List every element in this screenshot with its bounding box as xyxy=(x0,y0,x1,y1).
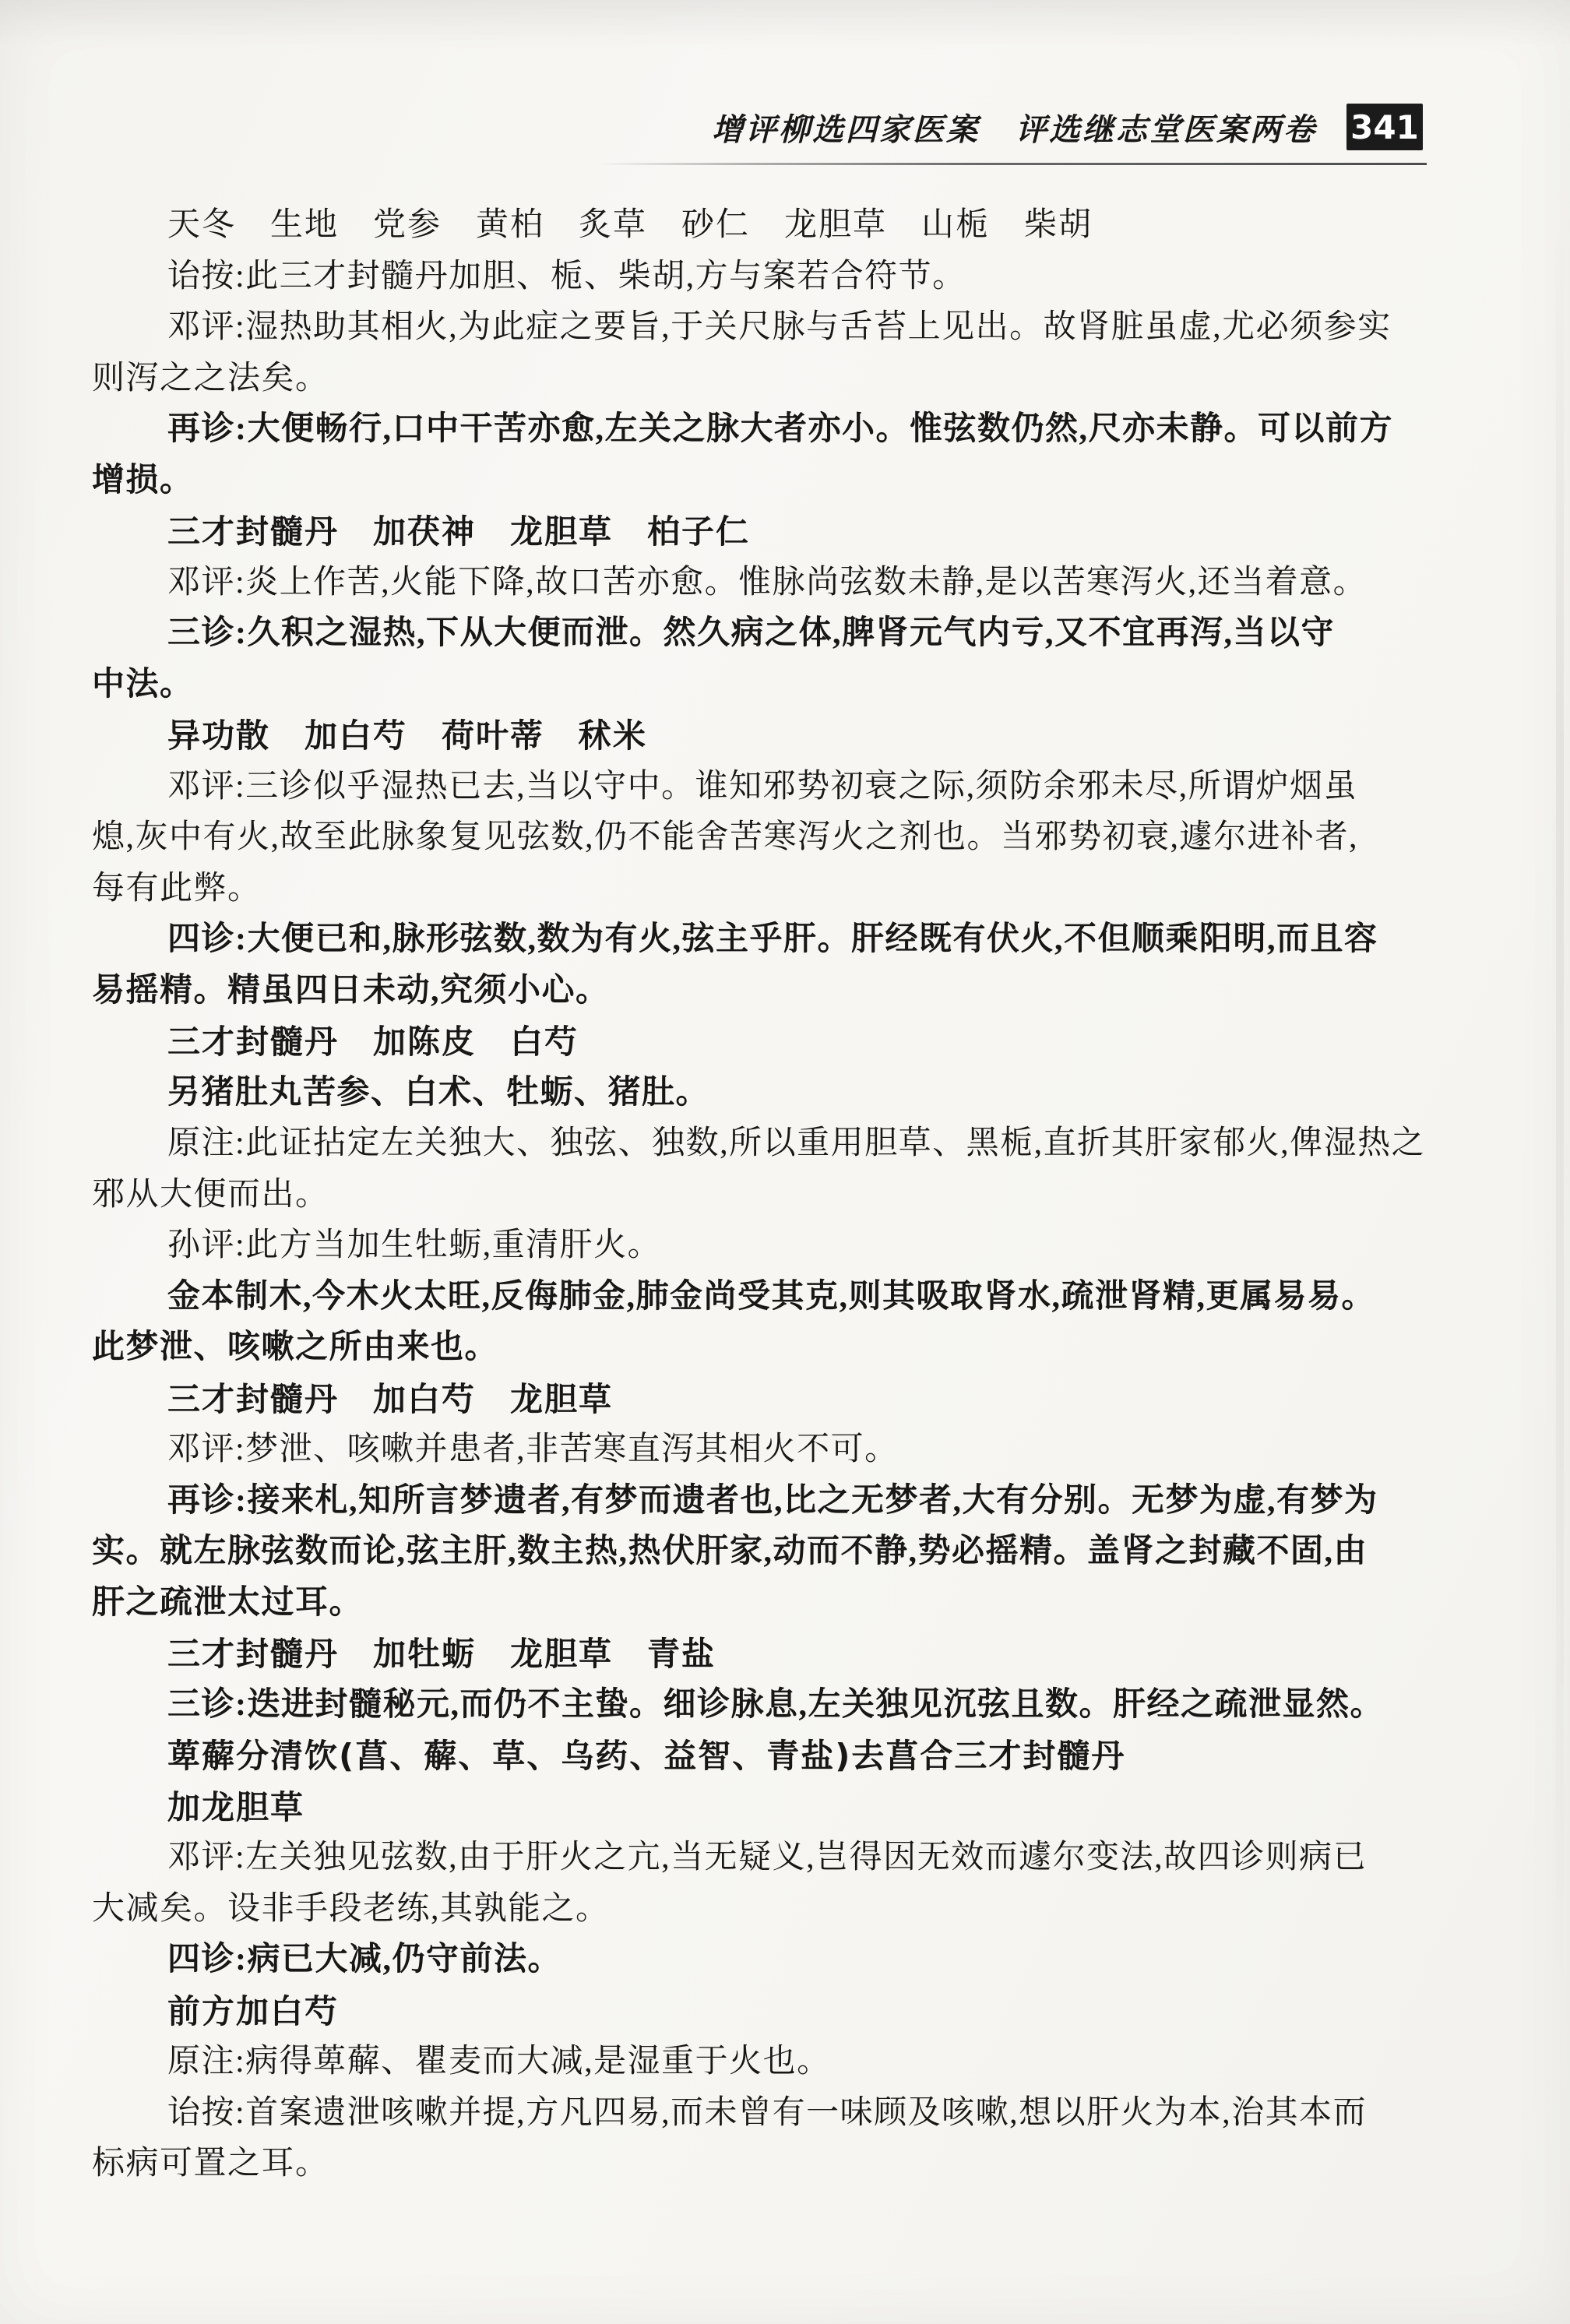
text-line: 邓评:梦泄、咳嗽并患者,非苦寒直泻其相火不可。 xyxy=(167,1431,899,1467)
text-line: 标病可置之耳。 xyxy=(92,2146,329,2181)
text-line: 诒按:首案遗泄咳嗽并提,方凡四易,而未曾有一味顾及咳嗽,想以肝火为本,治其本而 xyxy=(167,2094,1368,2131)
text-line: 萆薢分清饮(菖、薢、草、乌药、益智、青盐)去菖合三才封髓丹 xyxy=(167,1737,1126,1775)
text-line: 天冬 生地 党参 黄柏 炙草 砂仁 龙胆草 山栀 柴胡 xyxy=(167,207,1093,243)
text-line: 易摇精。精虽四日未动,究须小心。 xyxy=(92,972,610,1009)
text-line: 四诊:病已大减,仍守前法。 xyxy=(167,1942,561,1977)
text-line: 三才封髓丹 加牡蛎 龙胆草 青盐 xyxy=(167,1635,716,1673)
section-title: 评选继志堂医案两卷 xyxy=(1016,111,1317,147)
text-line: 前方加白芍 xyxy=(167,1991,340,2030)
running-head xyxy=(712,105,1317,150)
text-line: 大减矣。设非手段老练,其孰能之。 xyxy=(92,1890,610,1927)
text-line: 中法。 xyxy=(92,666,194,702)
text-line: 每有此弊。 xyxy=(92,870,262,907)
text-line: 诒按:此三才封髓丹加胆、栀、柴胡,方与案若合符节。 xyxy=(167,258,966,294)
text-line: 三才封髓丹 加陈皮 白芍 xyxy=(167,1023,579,1061)
text-line: 邓评:左关独见弦数,由于肝火之亢,当无疑义,岂得因无效而遽尔变法,故四诊则病已 xyxy=(167,1840,1368,1875)
text-line: 则泻之之法矣。 xyxy=(92,360,329,396)
text-line: 三诊:久积之湿热,下从大便而泄。然久病之体,脾肾元气内亏,又不宜再泻,当以守 xyxy=(167,615,1335,651)
text-line: 增损。 xyxy=(92,462,194,498)
text-line: 肝之疏泄太过耳。 xyxy=(92,1584,364,1621)
text-line: 再诊:接来札,知所言梦遗者,有梦而遗者也,比之无梦者,大有分别。无梦为虚,有梦为 xyxy=(167,1482,1378,1519)
text-line: 金本制木,今木火太旺,反侮肺金,肺金尚受其克,则其吸取肾水,疏泄肾精,更属易易。 xyxy=(167,1278,1376,1315)
book-title: 增评柳选四家医案 xyxy=(712,111,980,147)
text-line: 异功散 加白芍 荷叶蒂 秫米 xyxy=(167,717,648,755)
header-rule xyxy=(598,163,1427,165)
text-line: 三才封髓丹 加白芍 龙胆草 xyxy=(167,1379,614,1418)
text-line: 再诊:大便畅行,口中干苦亦愈,左关之脉大者亦小。惟弦数仍然,尺亦未静。可以前方 xyxy=(167,411,1393,447)
page-number-badge: 341 xyxy=(1346,104,1423,150)
page-header xyxy=(0,101,1423,153)
text-line: 邓评:三诊似乎湿热已去,当以守中。谁知邪势初衰之际,须防余邪未尽,所谓炉烟虽 xyxy=(167,768,1358,805)
text-line: 另猪肚丸苦参、白术、牡蛎、猪肚。 xyxy=(167,1074,710,1111)
content-area xyxy=(92,200,1526,2190)
text-line: 原注:此证拈定左关独大、独弦、独数,所以重用胆草、黑栀,直折其肝家郁火,俾湿热之 xyxy=(167,1125,1426,1161)
text-line: 邪从大便而出。 xyxy=(92,1176,329,1213)
text-line: 熄,灰中有火,故至此脉象复见弦数,仍不能舍苦寒泻火之剂也。当邪势初衰,遽尔进补者, xyxy=(92,819,1359,855)
text-line: 四诊:大便已和,脉形弦数,数为有火,弦主乎肝。肝经既有伏火,不但顺乘阳明,而且容 xyxy=(167,921,1378,957)
text-line: 邓评:炎上作苦,火能下降,故口苦亦愈。惟脉尚弦数未静,是以苦寒泻火,还当着意。 xyxy=(167,564,1368,600)
scan-shade xyxy=(0,0,1570,47)
scan-streak xyxy=(1556,218,1564,2009)
text-line: 此梦泄、咳嗽之所由来也。 xyxy=(92,1329,499,1365)
text-line: 原注:病得萆薢、瞿麦而大减,是湿重于火也。 xyxy=(167,2044,831,2079)
text-line: 三诊:迭进封髓秘元,而仍不主蛰。细诊脉息,左关独见沉弦且数。肝经之疏泄显然。 xyxy=(167,1686,1384,1723)
text-line: 三才封髓丹 加茯神 龙胆草 柏子仁 xyxy=(167,512,751,551)
text-line: 实。就左脉弦数而论,弦主肝,数主热,热伏肝家,动而不静,势必摇精。盖肾之封藏不固,由 xyxy=(92,1533,1368,1569)
text-line: 孙评:此方当加生牡蛎,重清肝火。 xyxy=(167,1227,662,1263)
text-line: 邓评:湿热助其相火,为此症之要旨,于关尺脉与舌苔上见出。故肾脏虽虚,尤必须参实 xyxy=(167,309,1392,345)
text-line: 加龙胆草 xyxy=(167,1787,305,1826)
